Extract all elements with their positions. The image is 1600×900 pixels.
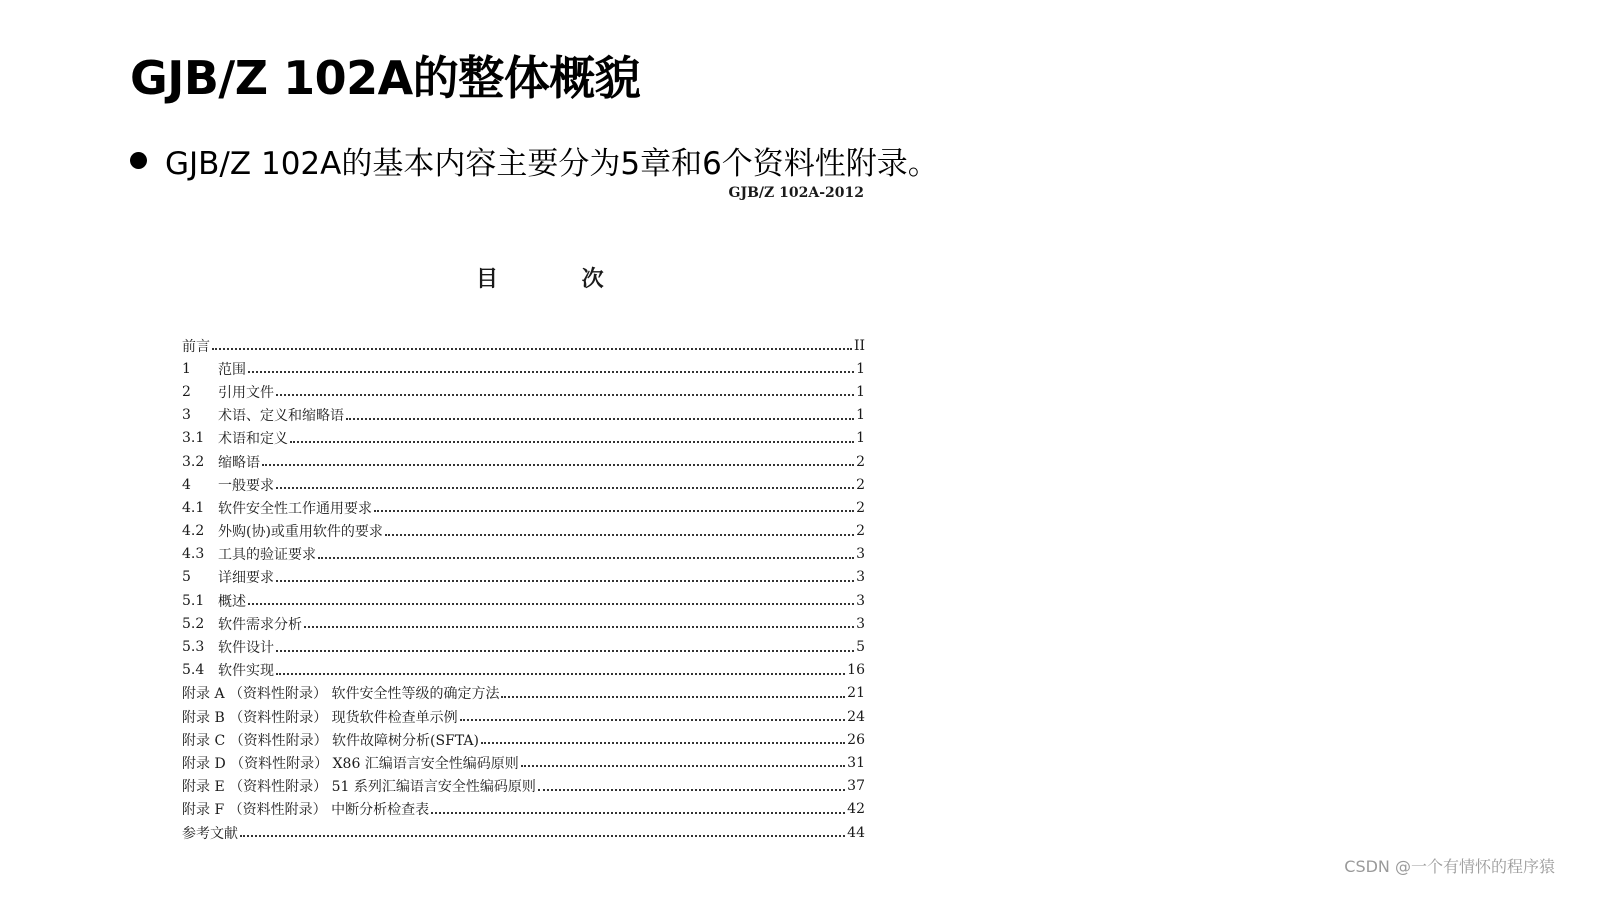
- toc-row: [182, 751, 865, 774]
- toc-row: [182, 427, 865, 450]
- toc-row: [182, 798, 865, 821]
- toc-label: 软件设计: [218, 640, 274, 657]
- toc-row: [182, 705, 865, 728]
- toc-row: [182, 589, 865, 612]
- toc-page-number: 31: [847, 754, 865, 771]
- bullet-dot-icon: [130, 152, 147, 169]
- toc-row: [182, 450, 865, 473]
- toc-row: [182, 543, 865, 566]
- toc-label: 缩略语: [218, 454, 260, 471]
- toc-label: 附录 A （资料性附录） 软件安全性等级的确定方法: [182, 686, 500, 703]
- toc-page-number: 37: [847, 778, 865, 795]
- toc-label: 软件实现: [218, 663, 274, 680]
- toc-page-number: 1: [856, 383, 865, 400]
- toc-label: 附录 E （资料性附录） 51 系列汇编语言安全性编码原则: [182, 779, 536, 796]
- toc-row: [182, 404, 865, 427]
- toc-leader-dots: [431, 811, 845, 814]
- toc-leader-dots: [276, 393, 854, 396]
- toc-row: [182, 659, 865, 682]
- toc-page-number: 16: [847, 662, 865, 679]
- toc-leader-dots: [248, 370, 854, 373]
- toc-number: 5.3: [182, 639, 205, 656]
- document-code: GJB/Z 102A-2012: [728, 185, 864, 201]
- toc-leader-dots: [460, 718, 846, 721]
- toc-row: [182, 635, 865, 658]
- toc-page-number: 21: [847, 685, 865, 702]
- toc-page-number: 2: [856, 523, 865, 540]
- toc-leader-dots: [276, 672, 845, 675]
- bullet-text: GJB/Z 102A的基本内容主要分为5章和6个资料性附录。: [165, 146, 939, 182]
- toc-label: 工具的验证要求: [218, 547, 316, 564]
- toc-row: [182, 496, 865, 519]
- toc-leader-dots: [346, 417, 854, 420]
- toc-number: 3: [182, 407, 191, 424]
- toc-page-number: 3: [856, 592, 865, 609]
- toc-label: 软件需求分析: [218, 616, 302, 633]
- toc-page-number: 2: [856, 453, 865, 470]
- toc-row: [182, 357, 865, 380]
- toc-page-number: 3: [856, 546, 865, 563]
- toc-number: 2: [182, 383, 191, 400]
- toc-page-number: 24: [847, 708, 865, 725]
- toc-label: 术语和定义: [218, 431, 288, 448]
- toc-number: 3.2: [182, 453, 205, 470]
- toc-label: 详细要求: [218, 570, 274, 587]
- toc-label: 附录 C （资料性附录） 软件故障树分析(SFTA): [182, 732, 479, 749]
- toc-page-number: II: [853, 337, 865, 354]
- toc-leader-dots: [304, 625, 854, 628]
- toc-number: 1: [182, 360, 191, 377]
- toc-page-number: 2: [856, 499, 865, 516]
- toc-label: 范围: [218, 361, 246, 378]
- toc-leader-dots: [481, 741, 845, 744]
- toc-leader-dots: [521, 764, 845, 767]
- toc-label: 附录 B （资料性附录） 现货软件检查单示例: [182, 709, 458, 726]
- toc-page-number: 2: [856, 476, 865, 493]
- toc-row: [182, 728, 865, 751]
- toc-row: [182, 566, 865, 589]
- toc-heading: 目 次: [476, 266, 642, 292]
- toc-row: [182, 520, 865, 543]
- toc-label: 外购(协)或重用软件的要求: [218, 524, 383, 541]
- toc-page-number: 1: [856, 407, 865, 424]
- toc-page-number: 1: [856, 360, 865, 377]
- toc-leader-dots: [501, 695, 845, 698]
- toc-label: 附录 D （资料性附录） X86 汇编语言安全性编码原则: [182, 755, 519, 772]
- toc-label: 术语、定义和缩略语: [218, 408, 344, 425]
- toc-leader-dots: [276, 579, 854, 582]
- toc-leader-dots: [318, 556, 854, 559]
- toc-number: 5: [182, 569, 191, 586]
- toc-label: 软件安全性工作通用要求: [218, 500, 372, 517]
- toc-page-number: 42: [847, 801, 865, 818]
- toc-leader-dots: [276, 649, 854, 652]
- toc-label: 参考文献: [182, 825, 238, 842]
- toc-number: 5.2: [182, 615, 205, 632]
- toc-number: 5.4: [182, 662, 205, 679]
- toc-number: 4.3: [182, 546, 205, 563]
- toc-page-number: 5: [856, 639, 865, 656]
- toc-number: 5.1: [182, 592, 205, 609]
- toc-number: 4: [182, 476, 191, 493]
- toc-number: 4.2: [182, 523, 205, 540]
- toc-label: 概述: [218, 593, 246, 610]
- toc-page-number: 44: [847, 824, 865, 841]
- toc-leader-dots: [276, 486, 854, 489]
- toc-page-number: 3: [856, 569, 865, 586]
- toc-row: [182, 473, 865, 496]
- toc-label: 引用文件: [218, 384, 274, 401]
- toc-row: [182, 380, 865, 403]
- watermark: CSDN @一个有情怀的程序猿: [1344, 857, 1555, 876]
- toc-leader-dots: [538, 788, 845, 791]
- toc-row: [182, 612, 865, 635]
- toc-number: 3.1: [182, 430, 205, 447]
- toc-page-number: 26: [847, 731, 865, 748]
- toc-label: 一般要求: [218, 477, 274, 494]
- toc-leader-dots: [385, 533, 854, 536]
- toc-leader-dots: [374, 509, 854, 512]
- toc-row: [182, 775, 865, 798]
- toc-number: 4.1: [182, 499, 205, 516]
- toc-leader-dots: [262, 463, 854, 466]
- bullet-line: [130, 138, 939, 183]
- scanned-document: [170, 180, 880, 850]
- toc-leader-dots: [212, 347, 852, 350]
- toc-row: [182, 821, 865, 844]
- toc-list: [182, 334, 865, 844]
- slide-title: GJB/Z 102A的整体概貌: [130, 51, 641, 105]
- toc-leader-dots: [240, 834, 845, 837]
- toc-leader-dots: [290, 440, 854, 443]
- toc-label: 前言: [182, 338, 210, 355]
- toc-row: [182, 334, 865, 357]
- toc-page-number: 3: [856, 615, 865, 632]
- toc-leader-dots: [248, 602, 854, 605]
- toc-label: 附录 F （资料性附录） 中断分析检查表: [182, 802, 430, 819]
- toc-page-number: 1: [856, 430, 865, 447]
- toc-row: [182, 682, 865, 705]
